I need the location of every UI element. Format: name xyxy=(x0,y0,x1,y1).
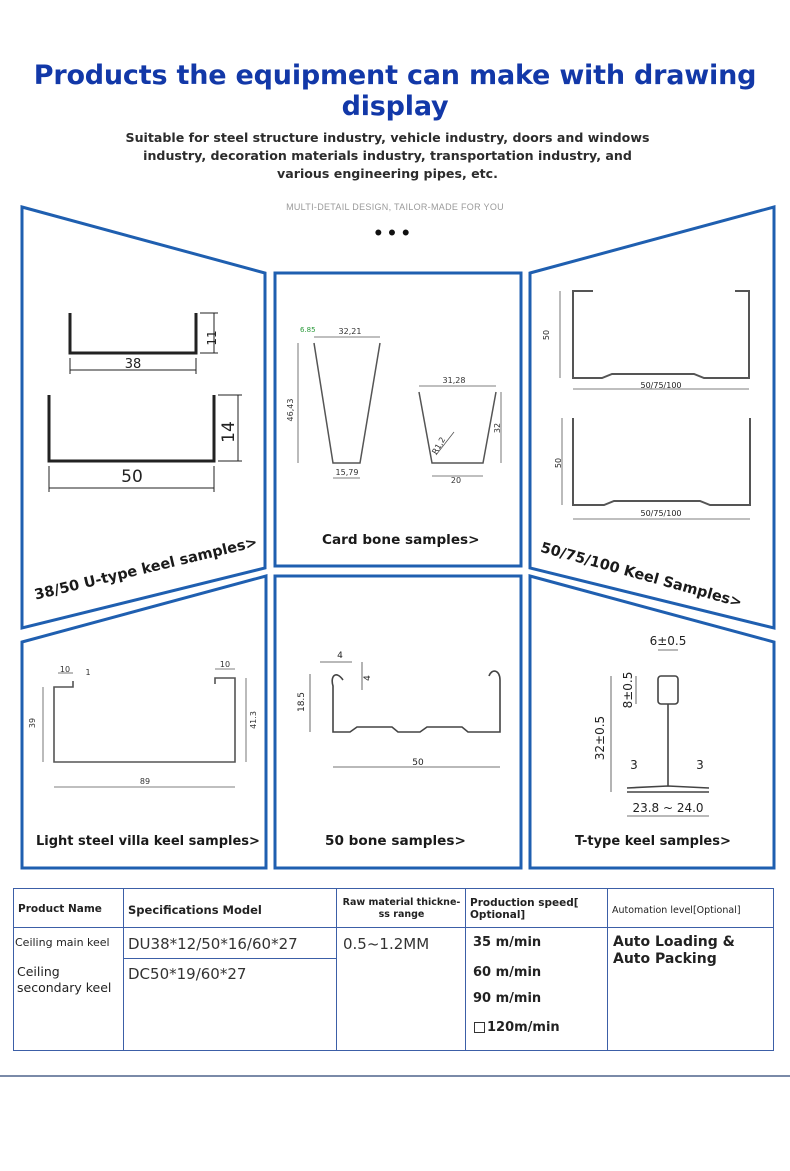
dim-card-20: 20 xyxy=(450,476,462,485)
dim-t-6: 6±0.5 xyxy=(649,634,687,648)
checkbox-icon[interactable] xyxy=(474,1022,485,1033)
panel-frame-50-75-100 xyxy=(530,207,774,628)
dim-keel-50-a: 50 xyxy=(542,329,551,341)
dim-u-14: 14 xyxy=(219,421,239,443)
dim-u-11: 11 xyxy=(205,330,219,346)
dim-card-46-43: 46,43 xyxy=(286,398,295,422)
dim-t-3b: 3 xyxy=(696,758,704,772)
cell-automation xyxy=(608,928,774,1051)
model-main: DU38*12/50*16/60*27 xyxy=(124,928,337,959)
header-automation: Automation level[Optional] xyxy=(608,889,774,928)
header-spec-model: Specifications Model xyxy=(124,889,337,928)
table-header-row xyxy=(14,889,774,928)
model-secondary: DC50*19/60*27 xyxy=(128,965,247,983)
dim-b50-18-5: 18.5 xyxy=(297,691,307,713)
header-product-name: Product Name xyxy=(14,889,124,928)
dim-b50-50: 50 xyxy=(412,758,424,768)
panel-frame-card-bone xyxy=(275,273,521,566)
dim-t-width: 23.8 ~ 24.0 xyxy=(632,801,704,815)
dim-card-32: 32 xyxy=(493,422,502,434)
speed-120: 120m/min xyxy=(487,1020,560,1035)
dim-ls-89: 89 xyxy=(139,777,151,786)
dim-b50-4b: 4 xyxy=(363,675,373,681)
page-title: Products the equipment can make with drawing display xyxy=(33,60,757,122)
dim-ls-41-3: 41.3 xyxy=(249,711,258,729)
table-row xyxy=(14,928,774,1051)
dim-t-8: 8±0.5 xyxy=(621,671,635,709)
dim-u-50: 50 xyxy=(121,467,143,487)
dim-ls-39: 39 xyxy=(28,717,37,729)
speed-120-option[interactable] xyxy=(466,1015,607,1035)
dim-card-15-79: 15,79 xyxy=(335,468,359,477)
dim-u-38: 38 xyxy=(124,357,142,372)
dim-ls-10b: 10 xyxy=(219,660,231,669)
speed-60: 60 m/min xyxy=(473,965,542,980)
dim-card-32-21: 32,21 xyxy=(338,327,362,336)
cell-thickness xyxy=(337,928,466,1051)
cell-speeds xyxy=(466,928,608,1051)
header-thickness: Raw material thickne-ss range xyxy=(337,889,466,928)
label-t-keel[interactable]: T-type keel samples> xyxy=(575,834,731,849)
speed-90: 90 m/min xyxy=(473,991,542,1006)
product-main-keel: Ceiling main keel xyxy=(15,936,110,949)
dim-t-32: 32±0.5 xyxy=(593,715,607,761)
spec-table xyxy=(13,888,774,1051)
light-steel-drawing xyxy=(43,669,246,787)
dim-ls-10a: 10 xyxy=(59,665,71,674)
dim-card-31-28: 31,28 xyxy=(442,376,466,385)
dim-keel-50-b: 50 xyxy=(554,457,563,469)
dim-card-angle: 6.85 xyxy=(300,326,316,334)
cell-models xyxy=(124,928,337,1051)
label-50-75-100[interactable]: 50/75/100 Keel Samples> xyxy=(538,540,744,612)
thickness-value: 0.5~1.2MM xyxy=(343,935,430,953)
bone-50-drawing xyxy=(310,662,500,767)
dim-ls-1: 1 xyxy=(85,668,91,677)
tagline: MULTI-DETAIL DESIGN, TAILOR-MADE FOR YOU xyxy=(286,202,504,212)
label-50-bone[interactable]: 50 bone samples> xyxy=(325,833,466,849)
dim-t-3a: 3 xyxy=(630,758,638,772)
keel-50-75-100-drawing xyxy=(560,291,750,519)
automation-value: Auto Loading & Auto Packing xyxy=(613,934,735,967)
dim-b50-4a: 4 xyxy=(337,651,343,661)
panel-frame-50-bone xyxy=(275,576,521,868)
dim-keel-width-b: 50/75/100 xyxy=(640,509,682,518)
header-speed: Production speed[ Optional] xyxy=(466,889,608,928)
card-bone-drawing xyxy=(298,337,501,478)
speed-35: 35 m/min xyxy=(473,935,542,950)
dots-divider: ••• xyxy=(374,220,416,245)
bottom-divider xyxy=(0,1075,790,1077)
product-secondary-keel: Ceiling secondary keel xyxy=(17,964,112,995)
label-u-keel[interactable]: 38/50 U-type keel samples> xyxy=(33,534,259,604)
dim-card-r12: R1,2 xyxy=(430,435,448,456)
dim-keel-width-a: 50/75/100 xyxy=(640,381,682,390)
label-light-steel[interactable]: Light steel villa keel samples> xyxy=(36,834,260,849)
label-card-bone[interactable]: Card bone samples> xyxy=(322,532,480,548)
page-subtitle: Suitable for steel structure industry, vehicle industry, doors and windows industry, decoration materials industry, transportation industry, and various engineering pipes, etc. xyxy=(125,130,650,181)
cell-products xyxy=(14,928,124,1051)
